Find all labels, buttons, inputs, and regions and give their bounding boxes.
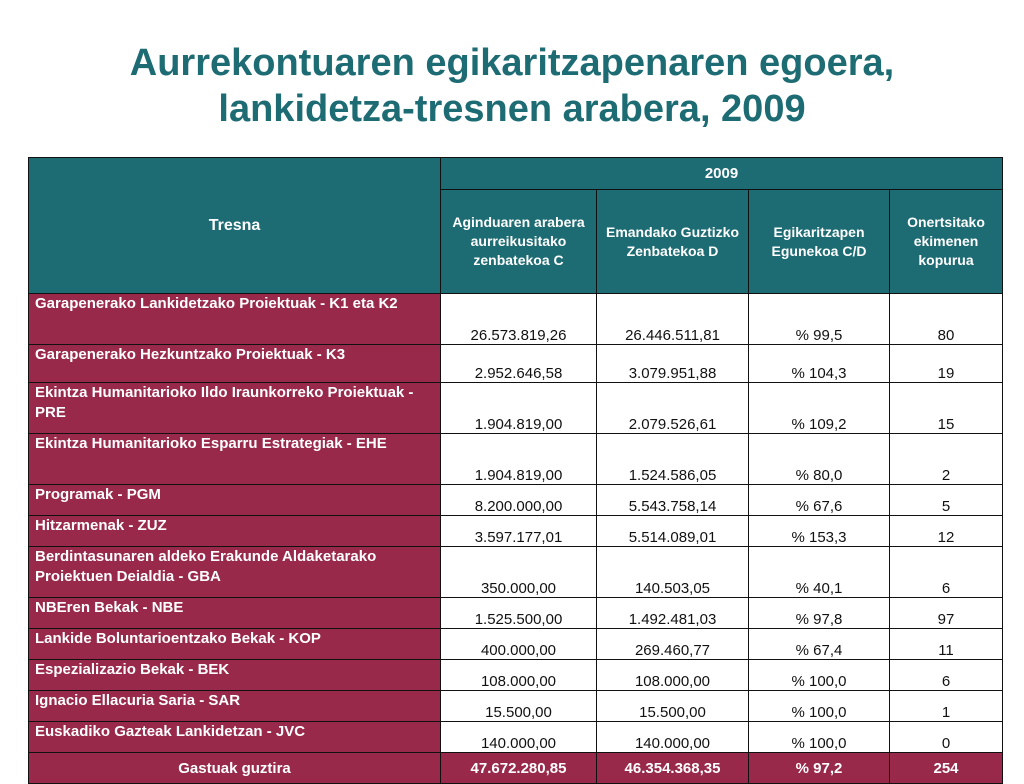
row-c: 2.952.646,58: [441, 345, 597, 383]
header-tresna: Tresna: [29, 158, 441, 294]
row-name: Lankide Boluntarioentzako Bekak - KOP: [29, 629, 441, 660]
row-count: 5: [890, 485, 1003, 516]
row-c: 108.000,00: [441, 660, 597, 691]
table-row: [29, 345, 1003, 383]
table-row: [29, 629, 1003, 660]
row-count: 6: [890, 547, 1003, 598]
row-c: 26.573.819,26: [441, 294, 597, 345]
row-c: 3.597.177,01: [441, 516, 597, 547]
row-pct: % 99,5: [749, 294, 890, 345]
table-row: [29, 383, 1003, 434]
table-row: [29, 294, 1003, 345]
header-col-cd: Egikaritzapen Egunekoa C/D: [749, 190, 890, 294]
table-row: [29, 485, 1003, 516]
row-c: 1.525.500,00: [441, 598, 597, 629]
table-row: [29, 598, 1003, 629]
row-c: 1.904.819,00: [441, 434, 597, 485]
row-pct: % 80,0: [749, 434, 890, 485]
row-d: 3.079.951,88: [597, 345, 749, 383]
row-count: 12: [890, 516, 1003, 547]
row-count: 1: [890, 691, 1003, 722]
row-count: 80: [890, 294, 1003, 345]
table-row: [29, 434, 1003, 485]
row-d: 5.543.758,14: [597, 485, 749, 516]
row-pct: % 100,0: [749, 691, 890, 722]
row-d: 1.492.481,03: [597, 598, 749, 629]
row-pct: % 67,4: [749, 629, 890, 660]
row-d: 269.460,77: [597, 629, 749, 660]
header-col-d: Emandako Guztizko Zenbatekoa D: [597, 190, 749, 294]
total-row: [29, 753, 1003, 784]
row-name: Garapenerako Hezkuntzako Proiektuak - K3: [29, 345, 441, 383]
row-name: NBEren Bekak - NBE: [29, 598, 441, 629]
row-c: 8.200.000,00: [441, 485, 597, 516]
row-count: 97: [890, 598, 1003, 629]
budget-table: [28, 157, 1003, 784]
row-d: 1.524.586,05: [597, 434, 749, 485]
row-c: 15.500,00: [441, 691, 597, 722]
total-count: 254: [890, 753, 1003, 784]
row-count: 15: [890, 383, 1003, 434]
row-c: 400.000,00: [441, 629, 597, 660]
table-row: [29, 516, 1003, 547]
row-pct: % 97,8: [749, 598, 890, 629]
row-count: 19: [890, 345, 1003, 383]
table-row: [29, 660, 1003, 691]
row-count: 2: [890, 434, 1003, 485]
row-c: 140.000,00: [441, 722, 597, 753]
row-name: Ignacio Ellacuria Saria - SAR: [29, 691, 441, 722]
row-d: 15.500,00: [597, 691, 749, 722]
row-pct: % 153,3: [749, 516, 890, 547]
total-c: 47.672.280,85: [441, 753, 597, 784]
row-pct: % 100,0: [749, 722, 890, 753]
row-count: 6: [890, 660, 1003, 691]
row-name: Espezializazio Bekak - BEK: [29, 660, 441, 691]
row-pct: % 100,0: [749, 660, 890, 691]
header-col-count: Onertsitako ekimenen kopurua: [890, 190, 1003, 294]
total-pct: % 97,2: [749, 753, 890, 784]
row-name: Ekintza Humanitarioko Ildo Iraunkorreko Proiektuak - PRE: [29, 383, 441, 434]
row-name: Hitzarmenak - ZUZ: [29, 516, 441, 547]
row-c: 350.000,00: [441, 547, 597, 598]
header-year: 2009: [441, 158, 1003, 190]
row-c: 1.904.819,00: [441, 383, 597, 434]
row-d: 140.503,05: [597, 547, 749, 598]
row-name: Euskadiko Gazteak Lankidetzan - JVC: [29, 722, 441, 753]
row-d: 26.446.511,81: [597, 294, 749, 345]
header-col-c: Aginduaren arabera aurreikusitako zenbatekoa C: [441, 190, 597, 294]
title-line-2: lankidetza-tresnen arabera, 2009: [218, 88, 806, 130]
row-pct: % 109,2: [749, 383, 890, 434]
title-line-1: Aurrekontuaren egikaritzapenaren egoera,: [129, 42, 895, 84]
table-row: [29, 691, 1003, 722]
row-name: Berdintasunaren aldeko Erakunde Aldaketarako Proiektuen Deialdia - GBA: [29, 547, 441, 598]
row-pct: % 67,6: [749, 485, 890, 516]
row-pct: % 104,3: [749, 345, 890, 383]
row-d: 2.079.526,61: [597, 383, 749, 434]
row-pct: % 40,1: [749, 547, 890, 598]
row-d: 140.000,00: [597, 722, 749, 753]
row-d: 5.514.089,01: [597, 516, 749, 547]
row-name: Garapenerako Lankidetzako Proiektuak - K1 eta K2: [29, 294, 441, 345]
table-row: [29, 722, 1003, 753]
total-d: 46.354.368,35: [597, 753, 749, 784]
row-name: Ekintza Humanitarioko Esparru Estrategiak - EHE: [29, 434, 441, 485]
row-count: 11: [890, 629, 1003, 660]
row-d: 108.000,00: [597, 660, 749, 691]
row-name: Programak - PGM: [29, 485, 441, 516]
table-row: [29, 547, 1003, 598]
total-name: Gastuak guztira: [29, 753, 441, 784]
page-title: [0, 40, 1024, 132]
row-count: 0: [890, 722, 1003, 753]
